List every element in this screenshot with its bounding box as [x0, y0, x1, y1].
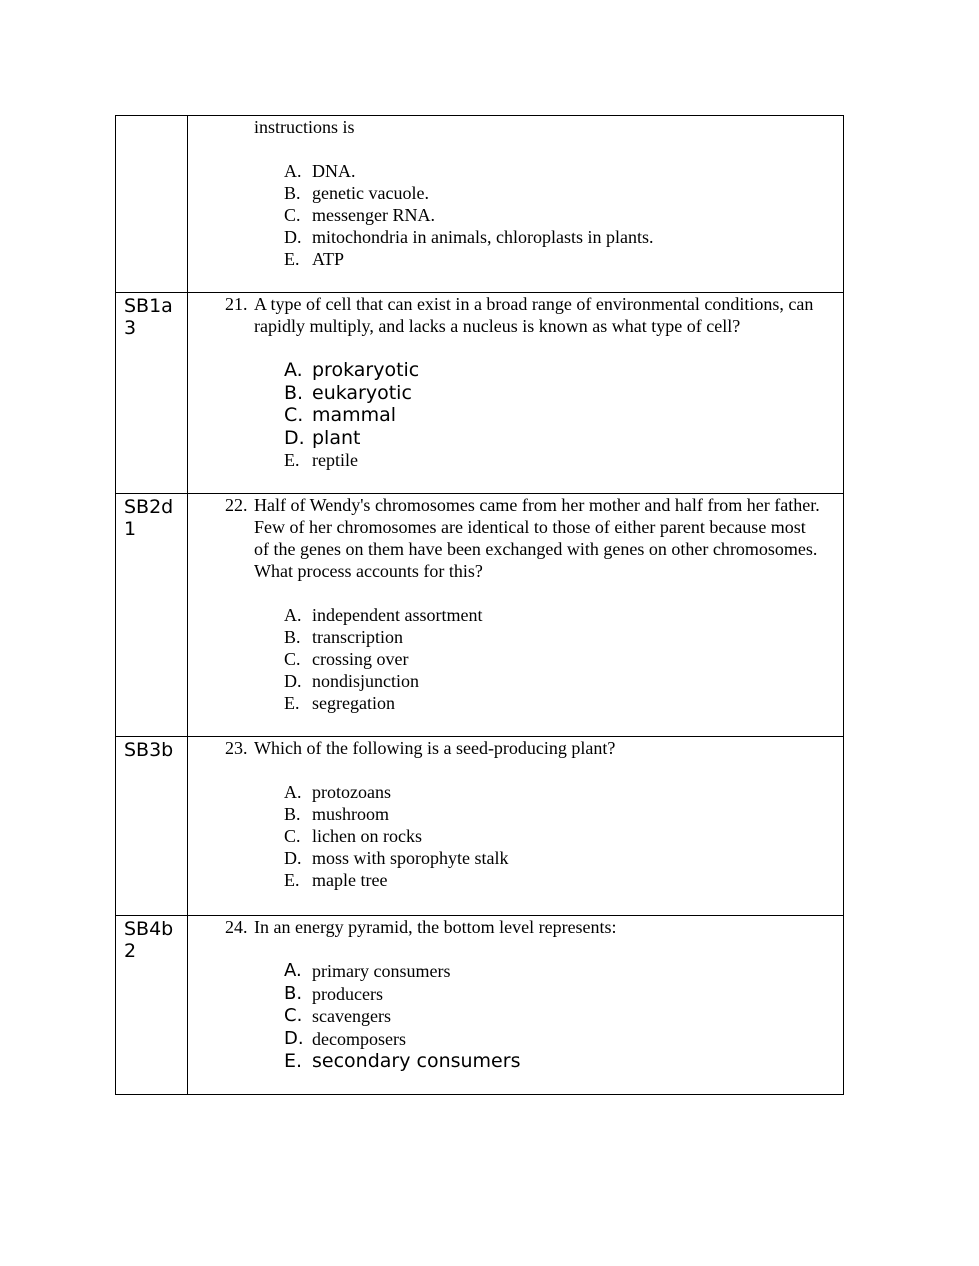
question-number: 23. [225, 738, 248, 758]
answer-option: B. producers [284, 982, 383, 1004]
answer-option: E. segregation [284, 693, 395, 713]
table-row [116, 293, 844, 494]
standard-code-cell [116, 116, 188, 293]
answer-option: D. nondisjunction [284, 671, 419, 691]
answer-option: C. scavengers [284, 1005, 391, 1026]
question-table [115, 115, 844, 1095]
standard-code-cell [116, 293, 188, 494]
answer-option: C. lichen on rocks [284, 826, 422, 846]
answer-option: D. moss with sporophyte stalk [284, 848, 509, 868]
answer-option: A. independent assortment [284, 605, 483, 625]
answer-options [188, 604, 843, 714]
answer-option: D. decomposers [284, 1027, 406, 1049]
table-row [116, 116, 844, 293]
question-cell [188, 737, 844, 916]
answer-option: E. ATP [284, 249, 345, 269]
table-row [116, 737, 844, 916]
question-cell [188, 116, 844, 293]
standard-code [116, 116, 174, 118]
standard-code-cell [116, 916, 188, 1095]
answer-option: D. plant [284, 426, 361, 449]
answer-options [188, 960, 843, 1073]
standard-code-cell [116, 737, 188, 916]
standard-code: SB3b [124, 739, 174, 761]
answer-option: B. transcription [284, 627, 403, 647]
question-text: 21. A type of cell that can exist in a broad range of environmental conditions, can rapidly multiply, and lacks a nucleus is known as what type of cell? [225, 294, 814, 336]
answer-options [188, 160, 843, 270]
answer-option: E. secondary consumers [284, 1050, 521, 1072]
standard-code: SB2d 1 [124, 496, 174, 540]
question-cell [188, 293, 844, 494]
question-text: instructions is [254, 117, 355, 137]
standard-code: SB4b 2 [124, 918, 174, 962]
question-number: 21. [225, 294, 248, 314]
question-number: 22. [225, 495, 248, 515]
standard-code: SB1a 3 [124, 295, 173, 339]
standard-code-cell [116, 494, 188, 737]
answer-option: E. maple tree [284, 870, 388, 890]
answer-option: B. mushroom [284, 804, 390, 824]
answer-option: C. mammal [284, 404, 397, 426]
answer-option: B. genetic vacuole. [284, 183, 429, 203]
answer-options [188, 781, 843, 891]
answer-options [188, 359, 843, 471]
table-row [116, 916, 844, 1095]
question-number: 24. [225, 917, 248, 937]
question-text: 23. Which of the following is a seed-producing plant? [225, 738, 616, 758]
question-cell [188, 494, 844, 737]
answer-option: A. protozoans [284, 782, 391, 802]
question-text: 24. In an energy pyramid, the bottom level represents: [225, 917, 617, 937]
table-row [116, 494, 844, 737]
answer-option: A. DNA. [284, 161, 356, 181]
answer-option: B. eukaryotic [284, 381, 412, 404]
question-cell [188, 916, 844, 1095]
answer-option: A. primary consumers [284, 960, 451, 981]
answer-option: E. reptile [284, 450, 358, 470]
answer-option: C. messenger RNA. [284, 205, 435, 225]
answer-option: C. crossing over [284, 649, 409, 669]
question-text: 22. Half of Wendy's chromosomes came from her mother and half from her father. Few of her chromosomes are identical to those of either parent because most of the genes on them have been exchanged with genes on other chromosomes. What process accounts for this? [225, 495, 820, 581]
answer-option: D. mitochondria in animals, chloroplasts in plants. [284, 227, 654, 247]
answer-option: A. prokaryotic [284, 359, 420, 381]
